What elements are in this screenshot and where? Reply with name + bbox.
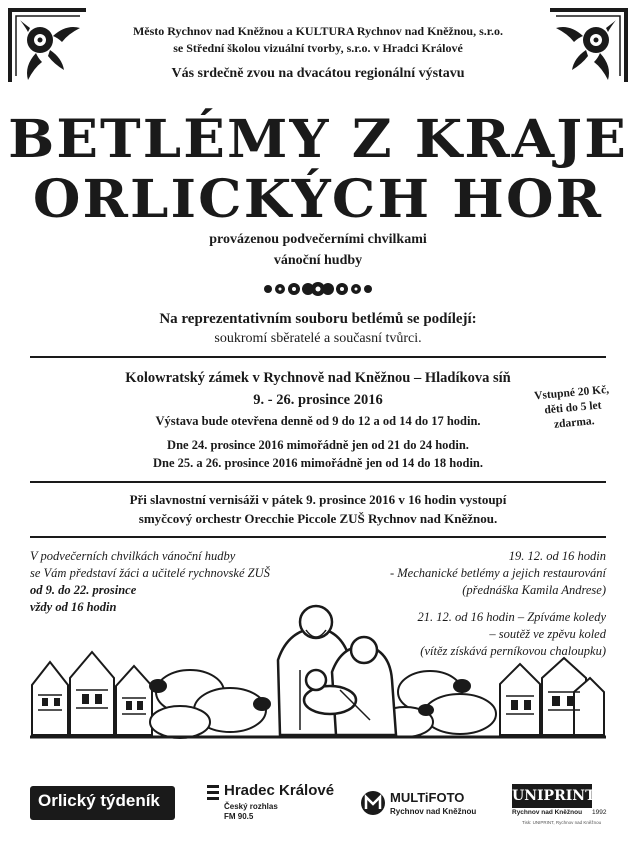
radio-icon bbox=[206, 784, 220, 802]
invitation-text: Vás srdečně zvou na dvacátou regionální výstavu bbox=[171, 66, 465, 81]
event-1-line-1: 19. 12. od 16 hodin bbox=[508, 549, 606, 563]
admission-note bbox=[516, 381, 630, 435]
uniprint-year: 1992 bbox=[592, 809, 607, 816]
venue-special-1: Dne 24. prosince 2016 mimořádně jen od 21 do 24 hodin. bbox=[167, 438, 469, 452]
event-1-line-2: - Mechanické betlémy a jejich restaurování bbox=[389, 566, 606, 580]
uniprint-brand: UNIPRINT bbox=[512, 784, 592, 808]
print-credit: Tisk: UNIPRINT, Rychnov nad Kněžnou bbox=[522, 820, 602, 825]
event-2-line-2: – soutěž ve zpěvu koled bbox=[489, 627, 606, 641]
multifoto-logo bbox=[360, 788, 486, 822]
organizers-line-1: Město Rychnov nad Kněžnou a KULTURA Rychnov nad Kněžnou, s.r.o. bbox=[132, 24, 503, 38]
music-line-1: V podvečerních chvilkách vánoční hudby bbox=[30, 549, 236, 563]
cesky-rozhlas-hk-logo bbox=[206, 782, 335, 824]
vernissage-line-1: Při slavnostní vernisáži v pátek 9. prosince 2016 v 16 hodin vystoupí bbox=[129, 492, 507, 507]
organizers-line-2: se Střední školou vizuální tvorby, s.r.o. v Hradci Králové bbox=[173, 41, 463, 55]
radio-subtitle: Český rozhlas bbox=[224, 802, 278, 811]
multifoto-location: Rychnov nad Kněžnou bbox=[390, 807, 477, 816]
nativity-scene-illustration bbox=[30, 600, 606, 740]
radio-frequency: FM 90.5 bbox=[224, 812, 254, 821]
event-1-line-3: (přednáška Kamila Andrese) bbox=[462, 583, 606, 597]
venue-hours: Výstava bude otevřena denně od 9 do 12 a od 14 do 17 hodin. bbox=[155, 414, 481, 428]
multifoto-m-icon bbox=[360, 790, 386, 816]
floral-divider-ornament bbox=[258, 279, 378, 299]
multifoto-brand: MULTiFOTO bbox=[390, 790, 465, 805]
radio-name: Hradec Králové bbox=[224, 782, 335, 799]
music-line-2: se Vám představí žáci a učitelé rychnovské ZUŠ bbox=[30, 566, 270, 580]
orlicky-tydenik-logo bbox=[30, 786, 175, 820]
uniprint-location: Rychnov nad Kněžnou bbox=[512, 809, 583, 816]
divider-middle bbox=[30, 481, 606, 483]
admission-line-3: zdarma. bbox=[553, 415, 595, 431]
music-line-4: vždy od 16 hodin bbox=[30, 600, 117, 614]
admission-line-1: Vstupné 20 Kč, bbox=[533, 383, 610, 403]
divider-bottom bbox=[30, 536, 606, 538]
venue-dates: 9. - 26. prosince 2016 bbox=[253, 392, 383, 408]
subtitle-line-2: vánoční hudby bbox=[273, 253, 363, 268]
event-2-line-1: 21. 12. od 16 hodin – Zpíváme koledy bbox=[417, 610, 606, 624]
event-2-line-3: (vítěz získává perníkovou chaloupku) bbox=[420, 644, 606, 658]
admission-line-2: děti do 5 let bbox=[543, 399, 602, 417]
orlicky-tydenik-text: Orlický týdeník bbox=[38, 791, 160, 810]
title-line-2: ORLICKÝCH HOR bbox=[32, 169, 604, 230]
uniprint-logo bbox=[512, 784, 606, 828]
venue-special-2: Dne 25. a 26. prosince 2016 mimořádně jen od 14 do 18 hodin. bbox=[152, 456, 483, 470]
vernissage-line-2: smyčcový orchestr Orecchie Piccole ZUŠ Rychnov nad Kněžnou. bbox=[138, 511, 498, 526]
subtitle-line-1: provázenou podvečerními chvilkami bbox=[209, 232, 427, 247]
music-line-3: od 9. do 22. prosince bbox=[30, 583, 137, 597]
venue-place: Kolowratský zámek v Rychnově nad Kněžnou – Hladíkova síň bbox=[125, 370, 511, 386]
contributors-heading: Na reprezentativním souboru betlémů se podílejí: bbox=[159, 311, 477, 327]
contributors-text: soukromí sběratelé a současní tvůrci. bbox=[214, 331, 422, 346]
divider-top bbox=[30, 356, 606, 358]
title-line-1: BETLÉMY Z KRAJE bbox=[8, 109, 628, 170]
